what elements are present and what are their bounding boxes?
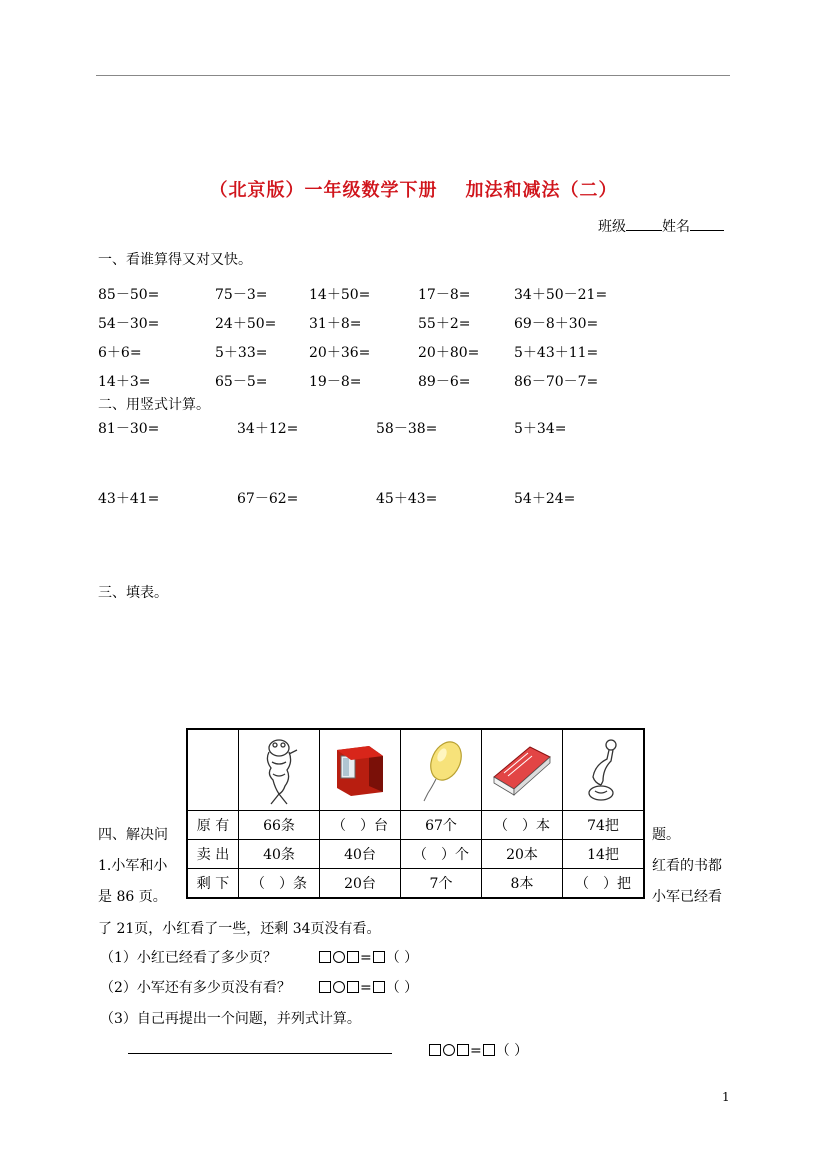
table-cell[interactable]: （ ）个 — [401, 840, 482, 869]
table-cell: 67个 — [401, 811, 482, 840]
problem: 20＋80= — [418, 345, 480, 361]
table-cell: 7个 — [401, 869, 482, 899]
problem: 17－8= — [418, 287, 471, 303]
flashlight-icon — [581, 735, 625, 805]
table-cell: 20本 — [482, 840, 563, 869]
circle-icon — [333, 951, 345, 963]
problem: 5＋43＋11= — [514, 345, 599, 361]
problem: 24＋50= — [215, 316, 277, 332]
circle-icon — [443, 1044, 455, 1056]
table-cell: 40台 — [320, 840, 401, 869]
box-icon — [347, 951, 359, 963]
section4-heading-right: 题。 — [652, 827, 680, 843]
row-label: 剩 下 — [187, 869, 239, 899]
problem: 86－70－7= — [514, 374, 599, 390]
problem1-line2-left: 是 86 页。 — [98, 889, 167, 905]
inventory-table — [186, 728, 645, 899]
table-cell: 14把 — [563, 840, 645, 869]
equation-1[interactable] — [318, 947, 418, 967]
title-part2: 加法和减法（二） — [465, 180, 618, 201]
flashlight-cell — [563, 729, 645, 811]
problem: 19－8= — [309, 374, 362, 390]
section1-row-2 — [0, 313, 827, 333]
name-blank[interactable] — [690, 218, 724, 231]
class-blank[interactable] — [626, 218, 662, 231]
question-2: （2）小军还有多少页没有看？ — [100, 980, 291, 996]
answer-paren: （ ） — [385, 980, 419, 996]
table-row — [187, 869, 644, 899]
problem: 89－6= — [418, 374, 471, 390]
problem: 14＋50= — [309, 287, 371, 303]
section2-row-1 — [0, 418, 827, 438]
problem: 34＋12= — [237, 421, 299, 437]
circle-icon — [333, 981, 345, 993]
box-icon — [319, 951, 331, 963]
problem: 55＋2= — [418, 316, 471, 332]
box-icon — [457, 1044, 469, 1056]
equals-sign: = — [360, 950, 372, 966]
section1-row-1 — [0, 284, 827, 304]
answer-paren: （ ） — [495, 1043, 529, 1059]
problem: 45＋43= — [376, 491, 438, 507]
tv-cell — [320, 729, 401, 811]
table-row — [187, 811, 644, 840]
box-icon — [429, 1044, 441, 1056]
problem1-line2-right: 小军已经看 — [652, 889, 722, 905]
answer-underline[interactable] — [128, 1053, 392, 1054]
problem: 5＋34= — [514, 421, 567, 437]
problem: 43＋41= — [98, 491, 160, 507]
fish-icon — [257, 734, 301, 806]
table-cell: 40条 — [239, 840, 320, 869]
problem: 75－3= — [215, 287, 268, 303]
problem: 20＋36= — [309, 345, 371, 361]
section1-heading: 一、看谁算得又对又快。 — [98, 252, 252, 268]
section1-row-3 — [0, 342, 827, 362]
title-part1: （北京版）一年级数学下册 — [209, 180, 438, 201]
problem: 67－62= — [237, 491, 299, 507]
problem: 58－38= — [376, 421, 438, 437]
table-cell: 74把 — [563, 811, 645, 840]
name-label: 姓名 — [662, 219, 690, 235]
box-icon — [483, 1044, 495, 1056]
book-icon — [490, 743, 554, 797]
fish-cell — [239, 729, 320, 811]
table-cell: 66条 — [239, 811, 320, 840]
box-icon — [373, 951, 385, 963]
box-icon — [347, 981, 359, 993]
problem: 81－30= — [98, 421, 160, 437]
table-corner — [187, 729, 239, 811]
class-label: 班级 — [598, 219, 626, 235]
answer-paren: （ ） — [385, 950, 419, 966]
question-3: （3）自己再提出一个问题，并列式计算。 — [100, 1011, 361, 1027]
problem: 31＋8= — [309, 316, 362, 332]
section2-row-2 — [0, 488, 827, 508]
problem: 54＋24= — [514, 491, 576, 507]
question-1: （1）小红已经看了多少页？ — [100, 950, 277, 966]
equals-sign: = — [470, 1043, 482, 1059]
table-row — [187, 840, 644, 869]
page-title — [0, 176, 827, 202]
balloon-icon — [416, 737, 466, 803]
equation-2[interactable] — [318, 977, 418, 997]
table-cell[interactable]: （ ）把 — [563, 869, 645, 899]
section4-heading-left: 四、解决问 — [98, 827, 168, 843]
table-cell[interactable]: （ ）本 — [482, 811, 563, 840]
problem: 34＋50－21= — [514, 287, 608, 303]
balloon-cell — [401, 729, 482, 811]
section1-row-4 — [0, 371, 827, 391]
problem1-line3: 了 21页，小红看了一些，还剩 34页没有看。 — [98, 921, 381, 937]
section3-heading: 三、填表。 — [98, 585, 168, 601]
problem: 65－5= — [215, 374, 268, 390]
problem: 85－50= — [98, 287, 160, 303]
problem: 14＋3= — [98, 374, 151, 390]
row-label: 原 有 — [187, 811, 239, 840]
table-cell: 20台 — [320, 869, 401, 899]
row-label: 卖 出 — [187, 840, 239, 869]
problem1-line1-right: 红看的书都 — [652, 858, 722, 874]
equals-sign: = — [360, 980, 372, 996]
problem: 69－8＋30= — [514, 316, 599, 332]
equation-3[interactable] — [428, 1040, 528, 1060]
problem: 5＋33= — [215, 345, 268, 361]
tv-icon — [333, 740, 387, 800]
section2-heading: 二、用竖式计算。 — [98, 397, 210, 413]
box-icon — [373, 981, 385, 993]
class-name-line — [598, 216, 724, 236]
book-cell — [482, 729, 563, 811]
table-cell[interactable]: （ ）条 — [239, 869, 320, 899]
problem: 54－30= — [98, 316, 160, 332]
problem1-line1-left: 1.小军和小 — [98, 858, 168, 874]
box-icon — [319, 981, 331, 993]
table-cell: 8本 — [482, 869, 563, 899]
page-number: 1 — [722, 1090, 730, 1104]
header-rule — [96, 75, 730, 76]
table-cell[interactable]: （ ）台 — [320, 811, 401, 840]
problem: 6＋6= — [98, 345, 142, 361]
